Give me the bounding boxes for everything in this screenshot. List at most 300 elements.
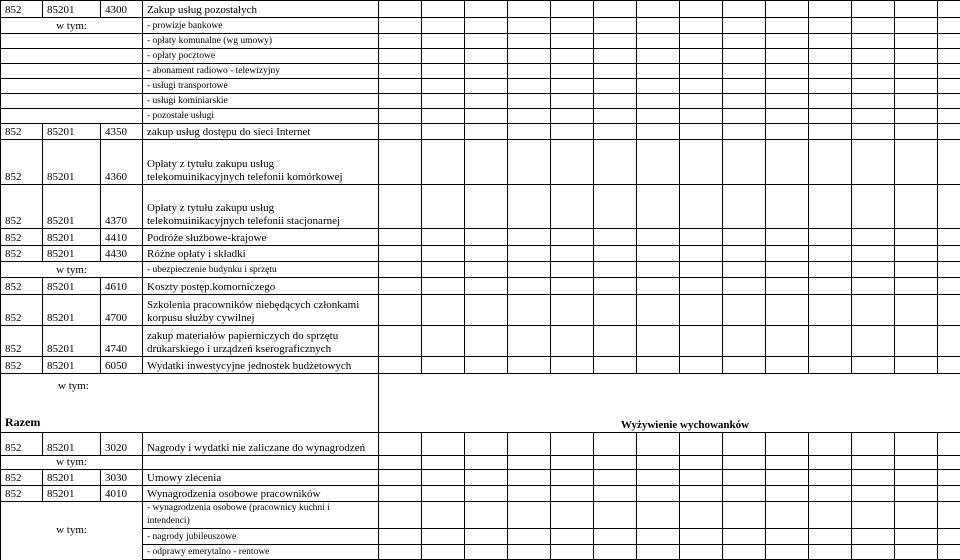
value-cell [938,140,960,185]
value-cell [637,456,680,470]
wtym-cell: w tym: [1,262,143,278]
budget-row [1,326,960,357]
value-cell [852,357,895,374]
sub-row [1,456,960,470]
value-cell [508,470,551,486]
value-cell [508,109,551,124]
value-cell [422,470,465,486]
value-cell [594,246,637,262]
value-cell [680,64,723,79]
value-cell [508,486,551,502]
value-cell [938,357,960,374]
budget-row [1,1,960,18]
value-cell [379,124,422,140]
value-cell [508,34,551,49]
value-cell [508,278,551,295]
value-cell [723,246,766,262]
value-cell [895,229,938,246]
value-cell [938,278,960,295]
value-cell [379,357,422,374]
value-cell [508,94,551,109]
value-cell [895,262,938,278]
value-cell [723,262,766,278]
value-cell [938,470,960,486]
value-cell [379,34,422,49]
value-cell [422,295,465,326]
value-cell [422,64,465,79]
value-cell [379,433,422,456]
value-cell [895,295,938,326]
value-cell [594,185,637,229]
paragraf-cell: 4700 [101,295,143,326]
value-cell [852,109,895,124]
value-cell [551,49,594,64]
value-cell [809,124,852,140]
value-cell [895,433,938,456]
value-cell [766,18,809,34]
value-cell [594,94,637,109]
wyn-item-1: - nagrody jubileuszowe [143,529,379,545]
value-cell [809,185,852,229]
section-heading [379,374,960,433]
value-cell [594,34,637,49]
budget-row [1,124,960,140]
value-cell [723,109,766,124]
rozdzial-cell: 85201 [43,486,101,502]
value-cell [465,456,508,470]
value-cell [680,34,723,49]
description-cell: Wydatki inwestycyjne jednostek budżetowych [143,357,379,374]
value-cell [551,246,594,262]
value-cell [465,49,508,64]
value-cell [723,1,766,18]
value-cell [895,49,938,64]
value-cell [465,246,508,262]
value-cell [379,109,422,124]
sub-item-text: - ubezpieczenie budynku i sprzętu [143,262,379,278]
value-cell [680,326,723,357]
value-cell [508,185,551,229]
value-cell [465,109,508,124]
value-cell [723,326,766,357]
value-cell [465,18,508,34]
value-cell [637,486,680,502]
value-cell [766,357,809,374]
value-cell [594,278,637,295]
value-cell [422,109,465,124]
value-cell [637,124,680,140]
sub-item-text: - prowizje bankowe [143,18,379,34]
value-cell [723,124,766,140]
value-cell [508,229,551,246]
value-cell [938,295,960,326]
wyn-item-0: - wynagrodzenia osobowe (pracownicy kuchni i intendenci) [143,502,379,529]
value-cell [422,124,465,140]
value-cell [852,18,895,34]
value-cell [766,79,809,94]
value-cell [680,79,723,94]
value-cell [551,185,594,229]
value-cell [766,49,809,64]
value-cell [852,262,895,278]
value-cell [809,295,852,326]
value-cell [379,246,422,262]
value-cell [723,140,766,185]
value-cell [852,94,895,109]
sub-row [1,64,960,79]
value-cell [723,64,766,79]
description-cell: zakup materiałów papierniczych do sprzętu drukarskiego i urządzeń kserograficznych [143,326,379,357]
value-cell [379,326,422,357]
value-cell [723,34,766,49]
dzial-cell: 852 [1,357,43,374]
value-cell [766,34,809,49]
value-cell [551,486,594,502]
value-cell [422,94,465,109]
value-cell [895,94,938,109]
value-cell [379,470,422,486]
value-cell [895,470,938,486]
budget-row [1,295,960,326]
wtym-cell [1,94,143,109]
dzial-cell: 852 [1,433,43,456]
rozdzial-cell: 85201 [43,470,101,486]
value-cell [551,357,594,374]
value-cell [680,49,723,64]
rozdzial-cell: 85201 [43,124,101,140]
value-cell [594,262,637,278]
value-cell [551,79,594,94]
value-cell [551,124,594,140]
rozdzial-cell: 85201 [43,295,101,326]
value-cell [551,433,594,456]
value-cell [508,18,551,34]
value-cell [551,456,594,470]
value-cell [594,124,637,140]
value-cell [723,278,766,295]
budget-row [1,470,960,486]
value-cell [422,357,465,374]
value-cell [852,470,895,486]
sub-item-text: - pozostałe usługi [143,109,379,124]
value-cell [809,326,852,357]
description-cell: Opłaty z tytułu zakupu usług telekomuinikacyjnych telefonii stacjonarnej [143,185,379,229]
value-cell [379,486,422,502]
value-cell [379,229,422,246]
dzial-cell: 852 [1,229,43,246]
paragraf-cell: 4370 [101,185,143,229]
value-cell [852,49,895,64]
value-cell [680,229,723,246]
value-cell [465,79,508,94]
value-cell [809,470,852,486]
value-cell [723,94,766,109]
value-cell [766,109,809,124]
value-cell [551,18,594,34]
value-cell [852,456,895,470]
description-cell: Szkolenia pracowników niebędących członkami korpusu służby cywilnej [143,295,379,326]
value-cell [637,140,680,185]
wtym-cell: w tym: [1,18,143,34]
razem-wtym: w tym: [58,380,89,393]
wtym-cell [1,79,143,94]
dzial-cell: 852 [1,246,43,262]
value-cell [422,456,465,470]
value-cell [379,64,422,79]
value-cell [938,486,960,502]
value-cell [895,185,938,229]
value-cell [852,278,895,295]
value-cell [938,433,960,456]
value-cell [637,49,680,64]
value-cell [379,278,422,295]
value-cell [938,246,960,262]
value-cell [637,229,680,246]
budget-row [1,433,960,456]
dzial-cell: 852 [1,278,43,295]
value-cell [766,64,809,79]
value-cell [594,109,637,124]
value-cell [508,295,551,326]
value-cell [551,94,594,109]
value-cell [938,64,960,79]
rozdzial-cell: 85201 [43,326,101,357]
paragraf-cell: 4360 [101,140,143,185]
value-cell [938,79,960,94]
description-cell: Opłaty z tytułu zakupu usług telekomuinikacyjnych telefonii komórkowej [143,140,379,185]
value-cell [551,64,594,79]
value-cell [594,49,637,64]
value-cell [508,64,551,79]
value-cell [594,326,637,357]
value-cell [680,109,723,124]
value-cell [465,486,508,502]
budget-row [1,278,960,295]
value-cell [637,1,680,18]
description-cell: Różne opłaty i składki [143,246,379,262]
dzial-cell: 852 [1,486,43,502]
rozdzial-cell: 85201 [43,1,101,18]
description-cell: zakup usług dostępu do sieci Internet [143,124,379,140]
wtym-cell [1,64,143,79]
value-cell [379,1,422,18]
value-cell [422,140,465,185]
budget-row [1,486,960,502]
rozdzial-cell: 85201 [43,140,101,185]
value-cell [594,357,637,374]
value-cell [422,185,465,229]
value-cell [723,486,766,502]
value-cell [938,94,960,109]
value-cell [680,456,723,470]
value-cell [938,18,960,34]
sub-row [1,109,960,124]
paragraf-cell: 4350 [101,124,143,140]
value-cell [594,456,637,470]
wyn-wtym-cell: w tym: [1,502,143,560]
budget-row [1,140,960,185]
value-cell [766,326,809,357]
value-cell [422,246,465,262]
value-cell [766,470,809,486]
value-cell [680,486,723,502]
description-cell: Podróże służbowe-krajowe [143,229,379,246]
value-cell [938,34,960,49]
wyn-item-2: - odprawy emerytalno - rentowe [143,545,379,560]
value-cell [938,326,960,357]
value-cell [723,433,766,456]
dzial-cell: 852 [1,185,43,229]
value-cell [379,18,422,34]
budget-row [1,229,960,246]
value-cell [852,64,895,79]
value-cell [508,49,551,64]
value-cell [422,49,465,64]
value-cell [465,229,508,246]
value-cell [551,140,594,185]
value-cell [594,79,637,94]
value-cell [508,456,551,470]
value-cell [422,18,465,34]
value-cell [422,79,465,94]
value-cell [422,278,465,295]
sub-row [1,18,960,34]
value-cell [809,229,852,246]
budget-row [1,357,960,374]
value-cell [508,326,551,357]
dzial-cell: 852 [1,295,43,326]
sub-item-text: - opłaty komunalne (wg umowy) [143,34,379,49]
value-cell [809,109,852,124]
value-cell [852,79,895,94]
paragraf-cell: 4740 [101,326,143,357]
value-cell [551,470,594,486]
paragraf-cell: 4610 [101,278,143,295]
value-cell [680,1,723,18]
value-cell [680,470,723,486]
value-cell [766,486,809,502]
sub-item-text [143,456,379,470]
value-cell [594,140,637,185]
value-cell [551,278,594,295]
value-cell [379,79,422,94]
value-cell [895,140,938,185]
value-cell [809,278,852,295]
value-cell [465,470,508,486]
value-cell [809,94,852,109]
value-cell [594,229,637,246]
value-cell [680,140,723,185]
value-cell [465,278,508,295]
value-cell [422,262,465,278]
value-cell [723,357,766,374]
value-cell [895,34,938,49]
value-cell [938,1,960,18]
rozdzial-cell: 85201 [43,185,101,229]
sub-item-text: - abonament radiowo - telewizyjny [143,64,379,79]
value-cell [637,18,680,34]
value-cell [508,433,551,456]
wynagrodzenia-sub-row [1,529,960,545]
value-cell [852,486,895,502]
value-cell [852,295,895,326]
value-cell [637,295,680,326]
value-cell [766,456,809,470]
value-cell [895,456,938,470]
value-cell [551,295,594,326]
value-cell [637,94,680,109]
value-cell [465,1,508,18]
value-cell [938,49,960,64]
value-cell [723,18,766,34]
value-cell [379,295,422,326]
dzial-cell: 852 [1,326,43,357]
value-cell [809,34,852,49]
value-cell [551,34,594,49]
value-cell [766,262,809,278]
value-cell [852,34,895,49]
value-cell [379,140,422,185]
value-cell [895,486,938,502]
value-cell [508,140,551,185]
value-cell [766,185,809,229]
dzial-cell: 852 [1,1,43,18]
value-cell [551,326,594,357]
wtym-cell [1,34,143,49]
value-cell [895,18,938,34]
dzial-cell: 852 [1,140,43,185]
value-cell [809,456,852,470]
value-cell [809,433,852,456]
value-cell [465,94,508,109]
value-cell [508,124,551,140]
sub-item-text: - usługi transportowe [143,79,379,94]
value-cell [938,109,960,124]
dzial-cell: 852 [1,470,43,486]
value-cell [680,246,723,262]
sub-row [1,79,960,94]
value-cell [766,433,809,456]
budget-row [1,185,960,229]
value-cell [594,18,637,34]
paragraf-cell: 4300 [101,1,143,18]
value-cell [422,326,465,357]
value-cell [680,357,723,374]
value-cell [465,433,508,456]
wtym-cell: w tym: [1,456,143,470]
value-cell [809,262,852,278]
value-cell [465,357,508,374]
value-cell [637,64,680,79]
value-cell [895,246,938,262]
dzial-cell: 852 [1,124,43,140]
value-cell [465,326,508,357]
value-cell [809,49,852,64]
value-cell [809,140,852,185]
value-cell [895,124,938,140]
value-cell [852,326,895,357]
rozdzial-cell: 85201 [43,357,101,374]
value-cell [809,486,852,502]
value-cell [379,456,422,470]
value-cell [637,433,680,456]
value-cell [637,326,680,357]
value-cell [852,124,895,140]
value-cell [809,79,852,94]
value-cell [723,295,766,326]
value-cell [852,246,895,262]
value-cell [637,278,680,295]
